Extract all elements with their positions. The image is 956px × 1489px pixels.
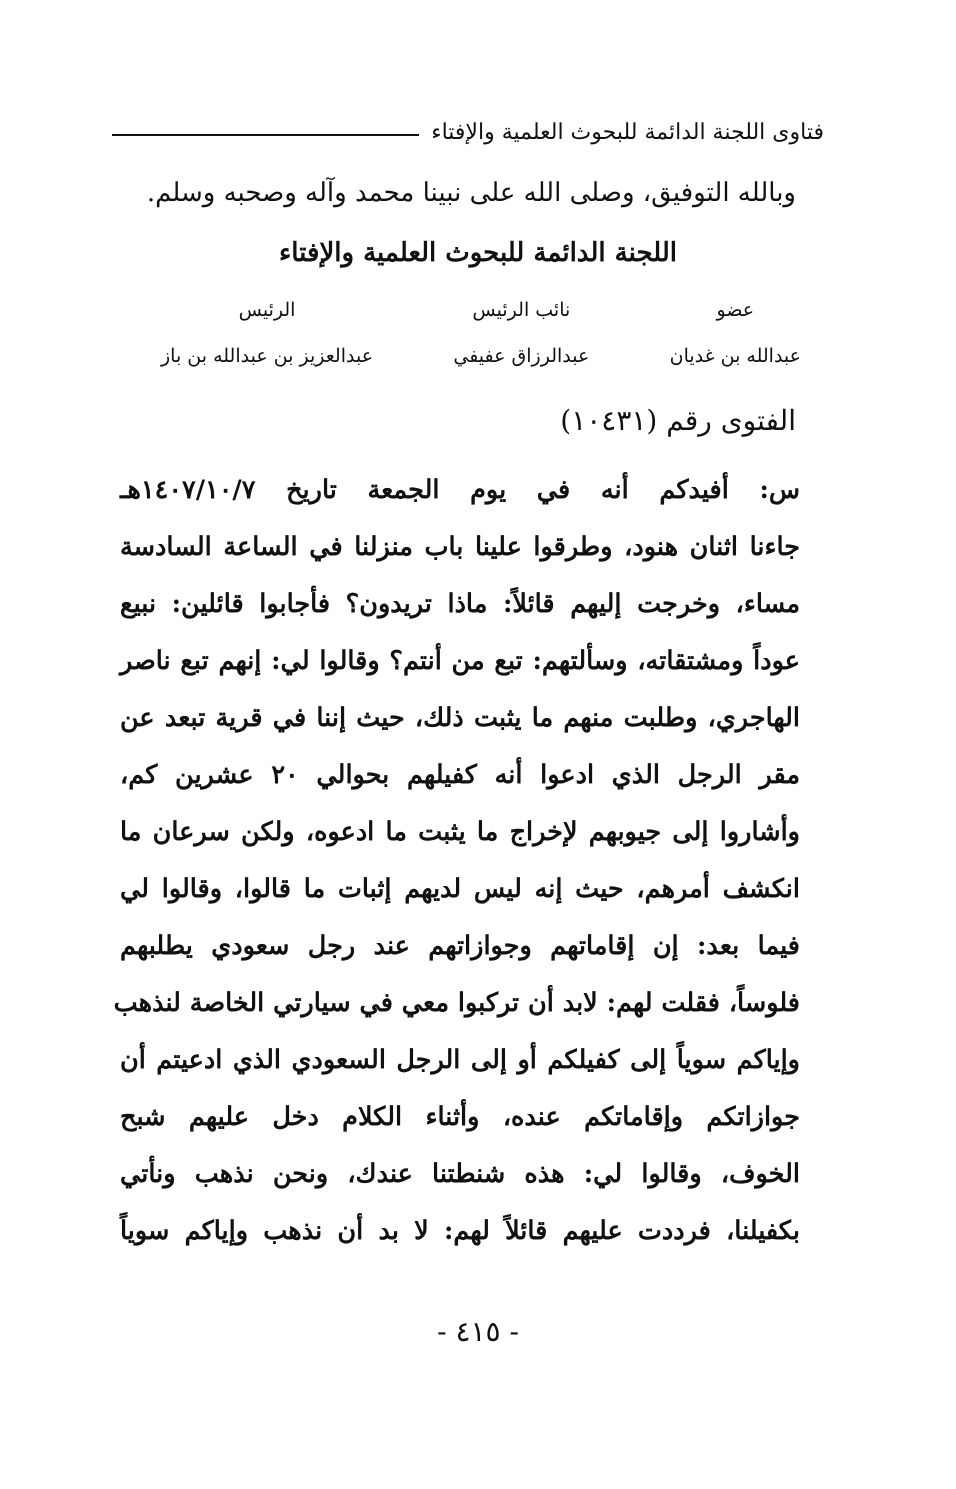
running-header-title: فتاوى اللجنة الدائمة للبحوث العلمية والإفتاء [431, 119, 824, 145]
text-line: الخوف، وقالوا لي: هذه شنطتنا عندك، ونحن نذهب ونأتي [120, 1159, 800, 1189]
text-line: جاءنا اثنان هنود، وطرقوا علينا باب منزلنا في الساعة السادسة [120, 532, 800, 562]
question-text [113, 462, 801, 1260]
text-line: فيما بعد: إن إقاماتهم وجوازاتهم عند رجل سعودي يطلبهم [120, 931, 800, 961]
signature-title: الرئيس [238, 299, 296, 321]
page-number: - ٤١٥ - [437, 1315, 519, 1348]
signature-name: عبدالرزاق عفيفي [453, 345, 590, 367]
signature-name: عبدالعزيز بن عبدالله بن باز [161, 345, 374, 367]
signature-member [670, 290, 801, 376]
text-line: س: أفيدكم أنه في يوم الجمعة تاريخ ١٤٠٧/١٠/٧هـ [120, 475, 800, 505]
running-header [112, 112, 824, 152]
text-line: بكفيلنا، فرددت عليهم قائلاً لهم: لا بد أن نذهب وإياكم سوياً [120, 1216, 800, 1246]
signature-president [161, 290, 373, 376]
text-line: وإياكم سوياً إلى كفيلكم أو إلى الرجل السعودي الذي ادعيتم أن [120, 1045, 800, 1075]
text-line: جوازاتكم وإقاماتكم عنده، وأثناء الكلام دخل عليهم شبح [120, 1102, 800, 1132]
signature-title: عضو [716, 299, 755, 321]
text-line: عوداً ومشتقاته، وسألتهم: تبع من أنتم؟ وقالوا لي: إنهم تبع ناصر [120, 646, 800, 676]
closing-line: وبالله التوفيق، وصلى الله على نبينا محمد وآله وصحبه وسلم. [146, 178, 796, 208]
text-line: فلوساً، فقلت لهم: لابد أن تركبوا معي في سيارتي الخاصة لنذهب [113, 988, 800, 1018]
text-line: مساء، وخرجت إليهم قائلاً: ماذا تريدون؟ فأجابوا قائلين: نبيع [120, 589, 800, 619]
header-rule [112, 134, 419, 136]
signature-vice-president [453, 290, 589, 376]
text-line: انكشف أمرهم، حيث إنه ليس لديهم إثبات ما قالوا، وقالوا لي [120, 874, 800, 904]
signatures-block [161, 290, 801, 376]
signature-title: نائب الرئيس [472, 299, 571, 321]
text-line: مقر الرجل الذي ادعوا أنه كفيلهم بحوالي ٢٠ عشرين كم، [120, 760, 801, 790]
committee-title: اللجنة الدائمة للبحوث العلمية والإفتاء [279, 238, 677, 268]
text-line: الهاجري، وطلبت منهم ما يثبت ذلك، حيث إننا في قرية تبعد عن [120, 703, 800, 733]
fatwa-number: الفتوى رقم (١٠٤٣١) [560, 404, 796, 437]
signature-name: عبدالله بن غديان [669, 345, 801, 367]
text-line: وأشاروا إلى جيوبهم لإخراج ما يثبت ما ادعوه، ولكن سرعان ما [120, 817, 800, 847]
